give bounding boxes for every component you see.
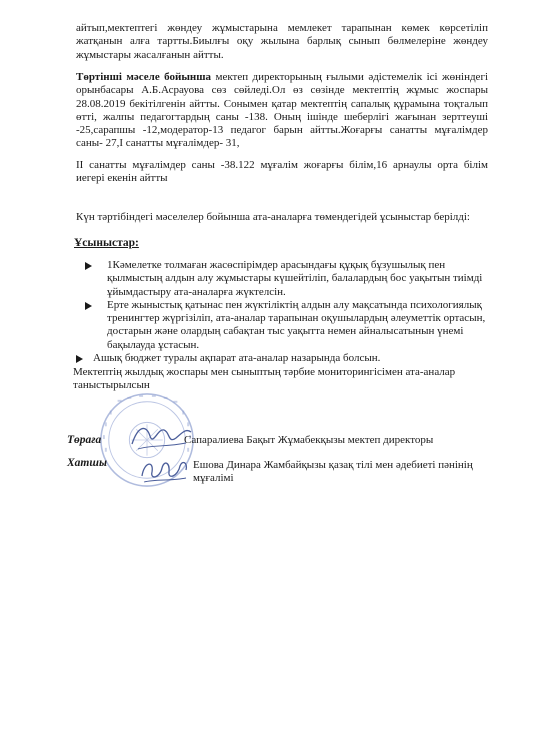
recommendation-text: 1Кәмелетке толмаған жасөспірімдер арасындағы құқық бұзушылық пен қылмыстың алдын алу жұмыстары күшейтіліп, балалардың бос уақытын тиімді ұйымдастыру ата-аналарға жүктелсін.: [107, 259, 483, 298]
arrow-bullet-icon: [85, 302, 92, 310]
recommendation-text: Ашық бюджет туралы ақпарат ата-аналар назарында болсын.: [93, 352, 381, 365]
secretary-signature-icon: [136, 452, 192, 488]
chair-name: Сапаралиева Бақыт Жұмабекқызы мектеп директоры: [184, 434, 434, 446]
fourth-issue-text: мектеп директорының ғылыми әдістемелік ісі жөніндегі орынбасары А.Б.Асрауова сөз сөйледі.Ол өз сөзінде мектептің жұмыс жоспары 28.08.2019 бекітілгенін айтты. Сонымен қатар мектептің сапалық құрамына тоқталып өтті, жалпы педагогтардың саны -138. Оның ішінде шеберлігі жағынан зерттеуші -25,сарапшы -12,модератор-13 педагог барын айтты.Жоғарғы санатты мұғалімдер саны- 27,І санатты мұғалімдер- 31,: [76, 71, 489, 150]
arrow-bullet-icon: [85, 262, 92, 270]
arrow-bullet-icon: [76, 355, 83, 363]
paragraph-repairs: айтып,мектептегі жөндеу жұмыстарына мемлекет тарапынан көмек көрсетіліп жатқанын алға тартты.Биылғы оқу жылына барлық сынып бөлмелеріне жөндеу жұмыстары жасалғанын айтты.: [76, 22, 488, 61]
list-item: [76, 259, 496, 299]
list-item: [76, 299, 496, 352]
list-item: [76, 352, 496, 365]
fourth-issue-lead: Төртінші мәселе бойынша: [76, 71, 212, 83]
recommendations-list: [76, 259, 496, 365]
recommendations-heading: Ұсыныстар:: [74, 237, 139, 249]
recommendation-text: Ерте жыныстық қатынас пен жүктіліктің алдын алу мақсатында психологиялық тренингтер жүргізіліп, ата-аналар тарапынан оқушылардың әлеуметтік ортасын, достарын және олардың сабақтан тыс уақытта немен айналысатынын үнемі бақылауда ұстасын.: [107, 298, 486, 351]
secretary-role-label: Хатшы: [67, 457, 107, 469]
secretary-name: Ешова Динара Жамбайқызы қазақ тілі мен әдебиеті пәнінің мұғалімі: [193, 459, 473, 485]
paragraph-fourth-issue: [76, 71, 488, 151]
paragraph-teacher-stats: ІІ санатты мұғалімдер саны -38.122 мұғалім жоғарғы білім,16 арнаулы орта білім иегері екенін айтты: [76, 159, 488, 185]
chair-role-label: Төраға: [67, 434, 102, 446]
closing-paragraph: Мектептің жылдық жоспары мен сыныптың тәрбие мониторингісімен ата-аналар таныстырылсын: [73, 366, 456, 392]
paragraph-agenda-intro: Күн тәртібіндегі мәселелер бойынша ата-аналарға төмендегідей ұсыныстар берілді:: [76, 211, 470, 223]
